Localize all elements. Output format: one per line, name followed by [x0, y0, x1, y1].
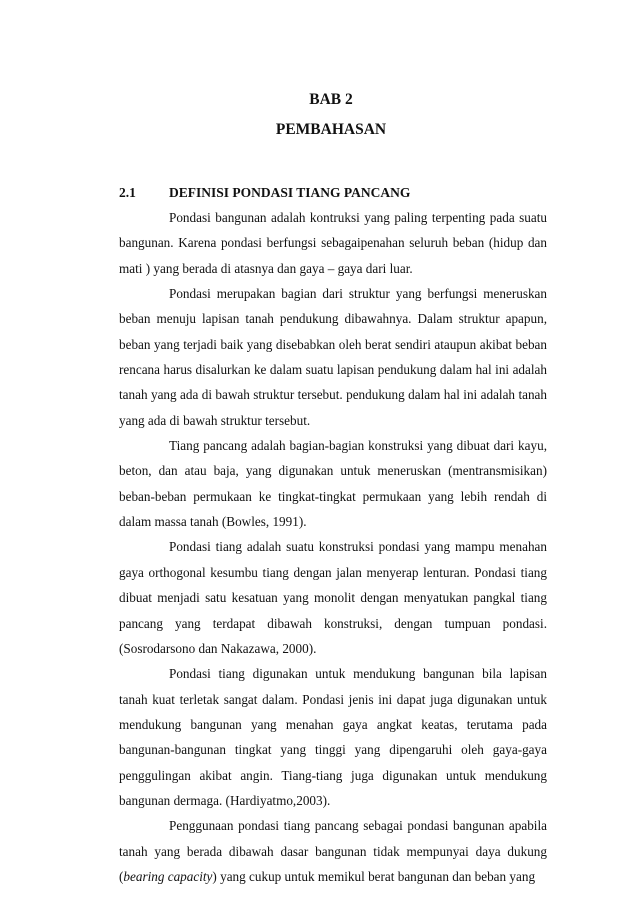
body-text [119, 205, 547, 889]
paragraph-5: Pondasi tiang digunakan untuk mendukung bangunan bila lapisan tanah kuat terletak sangat dalam. Pondasi jenis ini dapat juga digunakan untuk mendukung bangunan yang menahan gaya angkat keatas, terutama pada bangunan-bangunan tingkat yang tinggi yang dipengaruhi oleh gaya-gaya penggulingan akibat angin. Tiang-tiang juga digunakan untuk mendukung bangunan dermaga. (Hardiyatmo,2003). [119, 666, 547, 808]
section-number: 2.1 [119, 185, 136, 200]
paragraph-6-text-start: Penggunaan pondasi tiang pancang sebagai pondasi bangunan apabila tanah yang berada dibawah dasar bangunan tidak mempunyai daya dukung ( [119, 818, 547, 884]
paragraph-4: Pondasi tiang adalah suatu konstruksi pondasi yang mampu menahan gaya orthogonal kesumbu tiang dengan jalan menyerap lenturan. Pondasi tiang dibuat menjadi satu kesatuan yang monolit dengan menyatukan pangkal tiang pancang yang terdapat dibawah konstruksi, dengan tumpuan pondasi. (Sosrodarsono dan Nakazawa, 2000). [119, 539, 547, 656]
section-heading [119, 185, 410, 201]
section-title: DEFINISI PONDASI TIANG PANCANG [169, 185, 411, 200]
chapter-number: BAB 2 [309, 91, 353, 108]
paragraph-3: Tiang pancang adalah bagian-bagian konstruksi yang dibuat dari kayu, beton, dan atau baja, yang digunakan untuk meneruskan (mentransmisikan) beban-beban permukaan ke tingkat-tingkat permukaan yang lebih rendah di dalam massa tanah (Bowles, 1991). [119, 438, 547, 530]
paragraph-6-italic-term: bearing capacity [123, 868, 213, 884]
paragraph-2: Pondasi merupakan bagian dari struktur yang berfungsi meneruskan beban menuju lapisan tanah pendukung dibawahnya. Dalam struktur apapun, beban yang terjadi baik yang disebabkan oleh berat sendiri ataupun akibat beban rencana harus disalurkan ke dalam suatu lapisan pendukung dalam hal ini adalah tanah yang ada di bawah struktur tersebut. pendukung dalam hal ini adalah tanah yang ada di bawah struktur tersebut. [119, 286, 547, 428]
paragraph-6-text-end: ) yang cukup untuk memikul berat bangunan dan beban yang [212, 868, 536, 884]
paragraph-1: Pondasi bangunan adalah kontruksi yang paling terpenting pada suatu bangunan. Karena pondasi berfungsi sebagaipenahan seluruh beban (hidup dan mati ) yang berada di atasnya dan gaya – gaya dari luar. [119, 210, 547, 276]
paragraph-6 [119, 813, 547, 889]
chapter-title: PEMBAHASAN [275, 121, 387, 138]
